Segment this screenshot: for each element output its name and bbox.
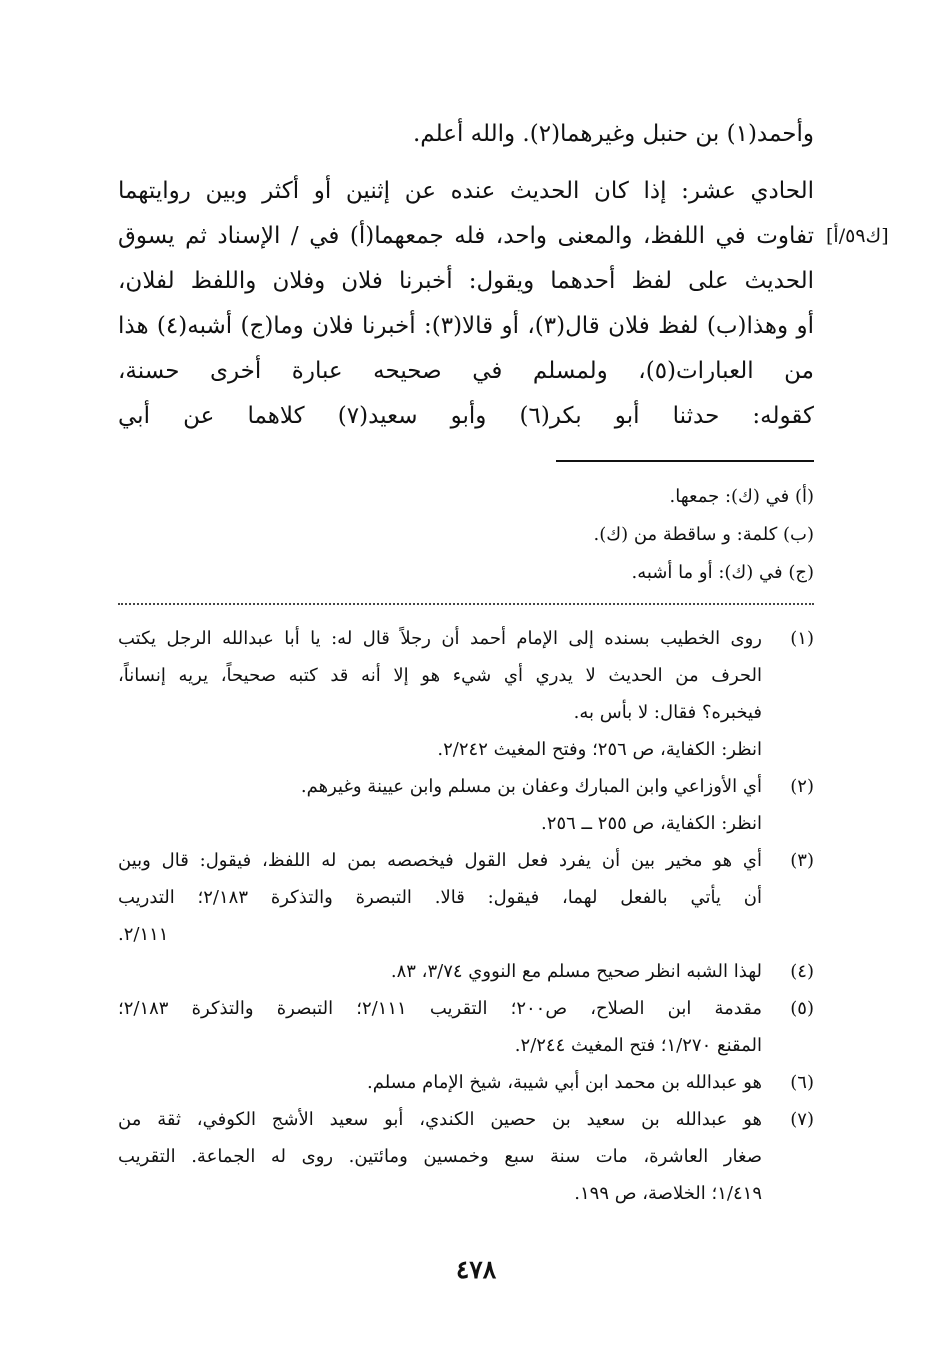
page-number: ٤٧٨ — [455, 1255, 497, 1284]
footnote-line: مقدمة ابن الصلاح، ص٢٠٠؛ التقريب ٢/١١١؛ التبصرة والتذكرة ٢/١٨٣؛ — [118, 998, 762, 1019]
footnote-number: (٤) — [790, 961, 814, 982]
footnote-line: فيخبره؟ فقال: لا بأس به. — [573, 702, 762, 723]
footnote-line: ٢/١١١. — [118, 924, 169, 945]
variant-note: (ب) كلمة: و ساقطة من (ك). — [593, 524, 814, 545]
footnote — [118, 620, 814, 768]
footnote-line: هو عبدالله بن محمد ابن أبي شيبة، شيخ الإمام مسلم. — [367, 1072, 762, 1093]
footnote — [118, 1101, 814, 1212]
variant-notes — [400, 478, 814, 592]
footnote-line: ١/٤١٩؛ الخلاصة، ص ١٩٩. — [574, 1183, 762, 1204]
footnote — [118, 768, 814, 842]
footnote-line: الحرف من الحديث لا يدري أي شيء هو إلا أنه قد كتبه صحيحاً، يريه إنساناً، — [118, 665, 762, 686]
main-text-line: الحديث على لفظ أحدهما ويقول: أخبرنا فلان وفلان واللفظ لفلان، — [118, 268, 814, 294]
footnote-number: (٢) — [790, 776, 814, 797]
footnote-line: روى الخطيب بسنده إلى الإمام أحمد أن رجلاً قال له: يا أبا عبدالله الرجل يكتب — [118, 628, 762, 649]
footnote-line: انظر: الكفاية، ص ٢٥٥ ــ ٢٥٦. — [541, 813, 762, 834]
footnote-number: (٦) — [790, 1072, 814, 1093]
footnote-number: (٣) — [790, 850, 814, 871]
footnote — [118, 990, 814, 1064]
main-text-line: أو وهذا(ب) لفظ فلان قال(٣)، أو قالا(٣): أخبرنا فلان وما(ج) أشبه(٤) هذا — [118, 313, 814, 339]
main-text-line: وأحمد(١) بن حنبل وغيرهما(٢). والله أعلم. — [413, 121, 814, 147]
footnote-line: انظر: الكفاية، ص ٢٥٦؛ وفتح المغيث ٢/٢٤٢. — [437, 739, 762, 760]
footnote — [118, 1064, 814, 1101]
footnote-line: أي هو مخير بين أن يفرد فعل القول فيخصصه بمن له اللفظ، فيقول: قال وبين — [118, 850, 762, 871]
main-text-line: تفاوت في اللفظ، والمعنى واحد، فله جمعهما(أ) في / الإسناد ثم يسوق — [118, 223, 814, 249]
variant-note: (أ) في (ك): جمعها. — [669, 486, 814, 507]
footnote-line: أن يأتي بالفعل لهما، فيقول: قالا. التبصرة والتذكرة ٢/١٨٣؛ التدريب — [118, 887, 762, 908]
footnotes-list — [118, 620, 814, 1212]
footnote-line: صغار العاشرة، مات سنة سبع وخمسين ومائتين. روى له الجماعة. التقريب — [118, 1146, 762, 1167]
main-text-line: كقوله: حدثنا أبو بكر(٦) وأبو سعيد(٧) كلاهما عن أبي — [118, 403, 814, 429]
footnote-line: هو عبدالله بن سعيد بن حصين الكندي، أبو سعيد الأشج الكوفي، ثقة من — [118, 1109, 762, 1130]
manuscript-folio-marker: [ك٥٩/أ] — [826, 225, 889, 247]
footnote — [118, 953, 814, 990]
footnote-number: (١) — [790, 628, 814, 649]
main-text-line: الحادي عشر: إذا كان الحديث عنده عن إثنين أو أكثر وبين روايتهما — [118, 178, 814, 204]
footnote-line: لهذا الشبه انظر صحيح مسلم مع النووي ٣/٧٤، ٨٣. — [390, 961, 762, 982]
footnote-number: (٧) — [790, 1109, 814, 1130]
dotted-separator — [118, 603, 814, 609]
footnote-line: أي الأوزاعي وابن المبارك وعفان بن مسلم وابن عيينة وغيرهم. — [300, 776, 762, 797]
main-text-block — [118, 112, 814, 439]
variant-note: (ج) في (ك): أو ما أشبه. — [631, 562, 814, 583]
footnote-separator — [556, 460, 814, 462]
main-text-line: من العبارات(٥)، ولمسلم في صحيحه عبارة أخرى حسنة، — [118, 358, 814, 384]
footnote-line: المقنع ١/٢٧٠؛ فتح المغيث ٢/٢٤٤. — [514, 1035, 762, 1056]
footnote-number: (٥) — [790, 998, 814, 1019]
footnote — [118, 842, 814, 953]
